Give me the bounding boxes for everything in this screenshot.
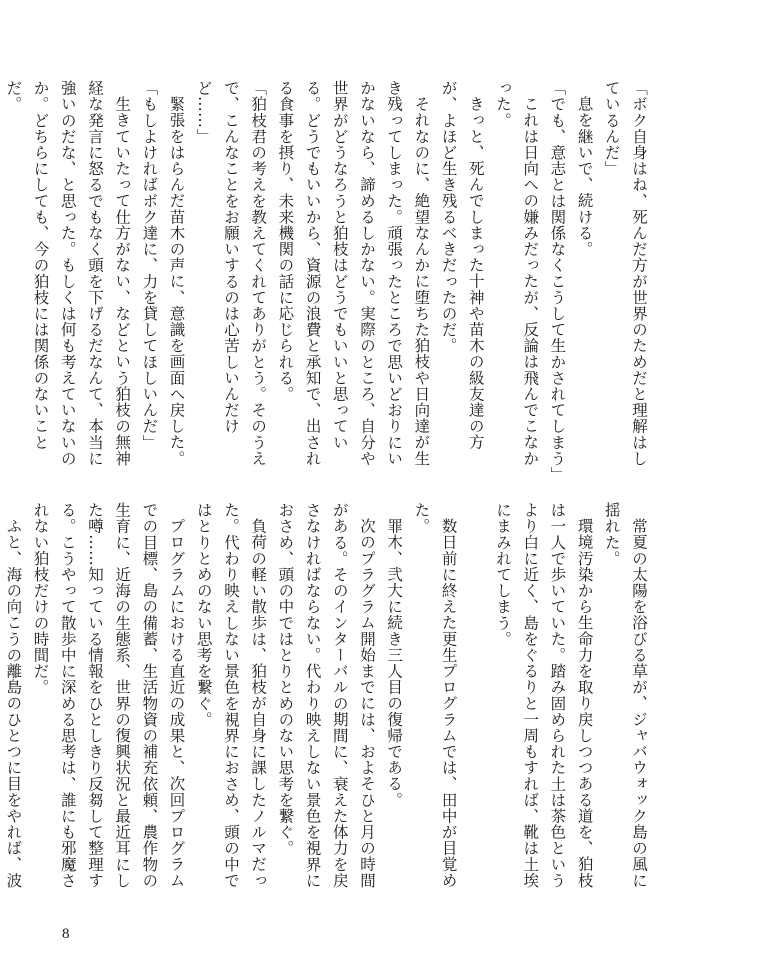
upper-text-block xyxy=(4,80,652,483)
paragraph: 「ボク自身はね、死んだ方が世界のためだと理解はしているんだ」 xyxy=(602,80,648,467)
paragraph: 数日前に終えた更生プログラムでは、田中が目覚めた。 xyxy=(412,502,458,888)
paragraph: 次のプラグラム開始までには、およそひと月の時間がある。そのインターバルの期間に、衰えた体力を戻さなければならない。代わり映えしない景色を視界におさめ、頭の中ではとりとめのない思考を繋ぐ。 xyxy=(276,502,376,889)
paragraph: 環境汚染から生命力を取り戻しつつある道を、狛枝は一人で歩いていた。踏み固められた土は茶色というより白に近く、島をぐるりと一周もすれば、靴は土埃にまみれてしまう。 xyxy=(493,502,594,889)
paragraph: 「狛枝君の考えを教えてくれてありがとう。そのうえで、こんなことをお願いするのは心苦しいんだけど……」 xyxy=(194,80,268,467)
page-number: 8 xyxy=(62,926,70,942)
paragraph: 「もしよければボク達に、力を貸してほしいんだ」 xyxy=(140,80,159,451)
paragraph: 緊張をはらんだ苗木の声に、意識を画面へ戻した。 xyxy=(167,95,186,466)
paragraph: プログラムにおける直近の成果と、次回プログラムでの目標、島の備蓄、生活物資の補充依頼、農作物の生育に、近海の生態系、世界の復興状況と最近耳にした噂……知っている情報をひとしきり反芻して整理する。こうやって散歩中に深める思考は、誰にも邪魔されない狛枝だけの時間だ。 xyxy=(31,502,186,889)
paragraph: 負荷の軽い散歩は、狛枝が自身に課したノルマだった。代わり映えしない景色を視界におさめ、頭の中ではとりとめのない思考を繋ぐ。 xyxy=(194,502,268,889)
lower-text-block xyxy=(4,502,652,902)
paragraph: きっと、死んでしまった十神や苗木の級友達の方が、よほど生き残るべきだったのだ。 xyxy=(439,80,485,450)
paragraph: ふと、海の向こうの離島のひとつに目をやれば、波 xyxy=(4,517,23,888)
paragraph: 「でも、意志とは関係なくこうして生かされてしまう」 xyxy=(548,80,567,483)
paragraph: それなのに、絶望なんかに堕ちた狛枝や日向達が生き残ってしまった。頑張ったところで思いどおりにいかないなら、諦めるしかない。実際のところ、自分や世界がどうなろうと狛枝はどうでもいいと思っている。どうでもいいから、資源の浪費と承知で、出される食事を摂り、未来機関の話に応じられる。 xyxy=(276,80,431,467)
paragraph: 息を継いで、続ける。 xyxy=(575,95,594,257)
paragraph xyxy=(462,502,489,902)
paragraph: 生きていたって仕方がない、などという狛枝の無神経な発言に怒るでもなく頭を下げるだなんて、本当に強いのだな、と思った。もしくは何も考えていないのか。どちらにしても、今の狛枝には関係のないことだ。 xyxy=(4,80,132,467)
paragraph: 罪木、弐大に続き三人目の復帰である。 xyxy=(385,517,404,808)
paragraph: 常夏の太陽を浴びる草が、ジャバウォック島の風に揺れた。 xyxy=(602,502,648,888)
paragraph: これは日向への嫌みだったが、反論は飛んでこなかった。 xyxy=(493,80,540,466)
